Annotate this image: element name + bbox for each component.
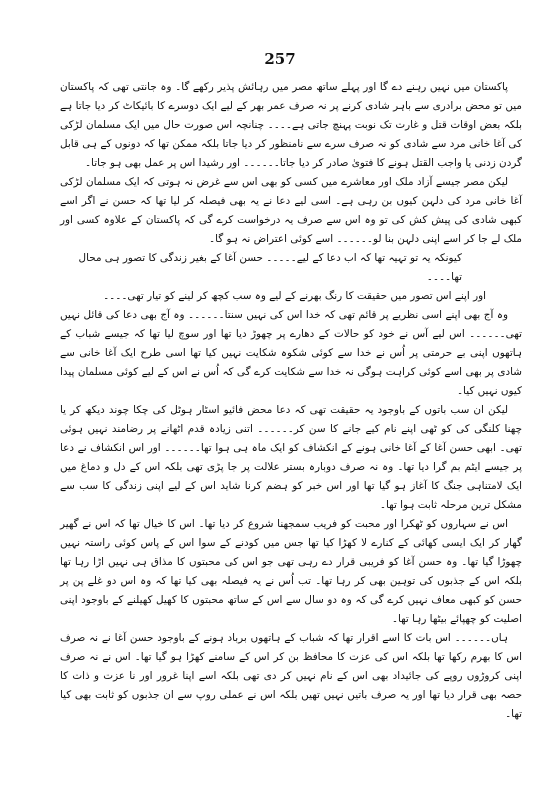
paragraph-3: وہ آج بھی اپنے اسی نظریے پر قائم تھی کہ خدا اس کی نہیں سنتا۔۔۔۔۔۔ وہ آج بھی دعا کی قائل نہیں تھی۔۔۔۔۔۔ اس لیے آس نے خود کو حالات کے دھارے پر چھوڑ دیا تھا اور سوچ لیا تھا کہ جیسے شباب کے ہاتھوں اپنی بے حرمتی پر اُس نے خدا سے کوئی شکوہ شکایت نہیں کیا تھا اسی طرح ایک آغا خانی سے شادی پر بھی اسے کوئی کراہت ہوگی نہ خدا سے شکایت کرے گی کہ اُس نے اس کے لیے کوئی مسلمان پیدا کیوں نہیں کیا۔ — [60, 309, 522, 397]
page-number: 257 — [264, 50, 296, 68]
paragraph-5: اس نے سہاروں کو ٹھکرا اور محبت کو فریب سمجھنا شروع کر دیا تھا۔ اس کا خیال تھا کہ اس نے گھیر گھار کر ایک ایسی کھائی کے کنارے لا کھڑا کیا تھا جس میں کودنے کے سوا اس کے پاس کوئی راستہ نہیں چھوڑا گیا تھا۔ وہ حسن آغا کو فریبی قرار دے رہی تھی جو اس کی محبتوں کا مذاق ہی نہیں اڑا رہا تھا بلکہ اس کے جذبوں کی توہین بھی کر رہا تھا۔ تب اُس نے یہ فیصلہ بھی کیا تھا کہ وہ اس دو غلے پن پر حسن کو کبھی معاف نہیں کرے گی کہ وہ دو سال سے اس کے ساتھ محبتوں کا کھیل کھیلنے کے باوجود اپنی اصلیت کو چھپائے بیٹھا رہا تھا۔ — [60, 518, 522, 625]
paragraph-2: لیکن مصر جیسے آزاد ملک اور معاشرے میں کسی کو بھی اس سے غرض نہ ہوتی کہ ایک مسلمان لڑکی آغا خانی مرد کی دلہن کیوں بن رہی ہے۔ اسی لیے دعا نے یہ بھی فیصلہ کر لیا تھا کہ حسن نے اگر اسے کبھی شادی کی پیش کش کی تو وہ اس سے صرف یہ درخواست کرے گی کہ پاکستان کے علاوہ کسی اور ملک لے جا کر اسے اپنی دلہن بنا لو۔۔۔۔۔۔ اسے کوئی اعتراض نہ ہو گا۔ — [60, 176, 522, 245]
paragraph-4: لیکن ان سب باتوں کے باوجود یہ حقیقت تھی کہ دعا محض فائیو اسٹار ہوٹل کی چکا چوند دیکھ کر یا چھنا کلنگی کی کو ٹھی اپنے نام کیے جانے کا سن کر۔۔۔۔۔۔ اتنی زیادہ قدم اٹھانے پر رضامند نہیں ہوئی تھی۔ ابھی حسن آغا کے آغا خانی ہونے کے انکشاف کو ایک ماہ ہی ہوا تھا۔۔۔۔۔۔ اور اس انکشاف نے دعا پر جیسے ایٹم بم گرا دیا تھا۔ وہ نہ صرف دوبارہ بستر علالت پر جا پڑی تھی بلکہ اس کے دل و دماغ میں ایک لامتناہی جنگ کا آغاز ہو گیا تھا اور اس خبر کو ہضم کرنا شاید اس کے لیے اپنی زندگی کا سب سے مشکل ترین مرحلہ ثابت ہوا تھا۔ — [60, 404, 522, 511]
verse-line-1: کیونکہ یہ تو تہیہ تھا کہ اب دعا کے لیے۔۔۔۔۔ حسن آغا کے بغیر زندگی کا تصور ہی محال تھا۔۔۔۔ — [78, 252, 462, 283]
body-text — [60, 78, 522, 724]
verse-line-2: اور اپنے اس تصور میں حقیقت کا رنگ بھرنے کے لیے وہ سب کچھ کر لینے کو تیار تھی۔۔۔۔ — [103, 290, 486, 302]
paragraph-6: ہاں۔۔۔۔۔۔ اس بات کا اسے اقرار تھا کہ شباب کے ہاتھوں برباد ہونے کے باوجود حسن آغا نے نہ صرف اس کا بھرم رکھا تھا بلکہ اس کی عزت کا محافظ بن کر اس کے سامنے کھڑا ہو گیا تھا۔ اس نے نہ صرف اپنی کروڑوں روپے کی جائیداد بھی اس کے نام نہیں کر دی تھی بلکہ اسے اپنا غرور اور نا عزت و ذات کا حصہ بھی قرار دیا تھا اور یہ صرف باتیں نہیں تھیں بلکہ اس نے عملی روپ سے ان جذبوں کو ثابت بھی کیا تھا۔ — [60, 632, 522, 720]
paragraph-1: پاکستان میں نہیں رہنے دے گا اور پہلے ساتھ مصر میں رہائش پذیر رکھے گا۔ وہ جانتی تھی کہ پاکستان میں تو محض برادری سے باہر شادی کرنے پر نہ صرف عمر بھر کے لیے ایک دوسرے کا بائیکاٹ کر دیا جاتا ہے بلکہ بعض اوقات قتل و غارت تک نوبت پہنچ جاتی ہے۔۔۔۔ چنانچہ اس صورت حال میں ایک مسلمان لڑکی کی آغا خانی مرد سے شادی کو نہ صرف سرے سے نامنظور کر دیا جاتا بلکہ ممکن تھا کہ دونوں کے ہی قابل گردن زدنی یا واجب القتل ہونے کا فتویٰ صادر کر دیا جاتا۔۔۔۔۔۔ اور رشیدا اس پر عمل بھی ہو جاتا۔ — [60, 81, 522, 169]
